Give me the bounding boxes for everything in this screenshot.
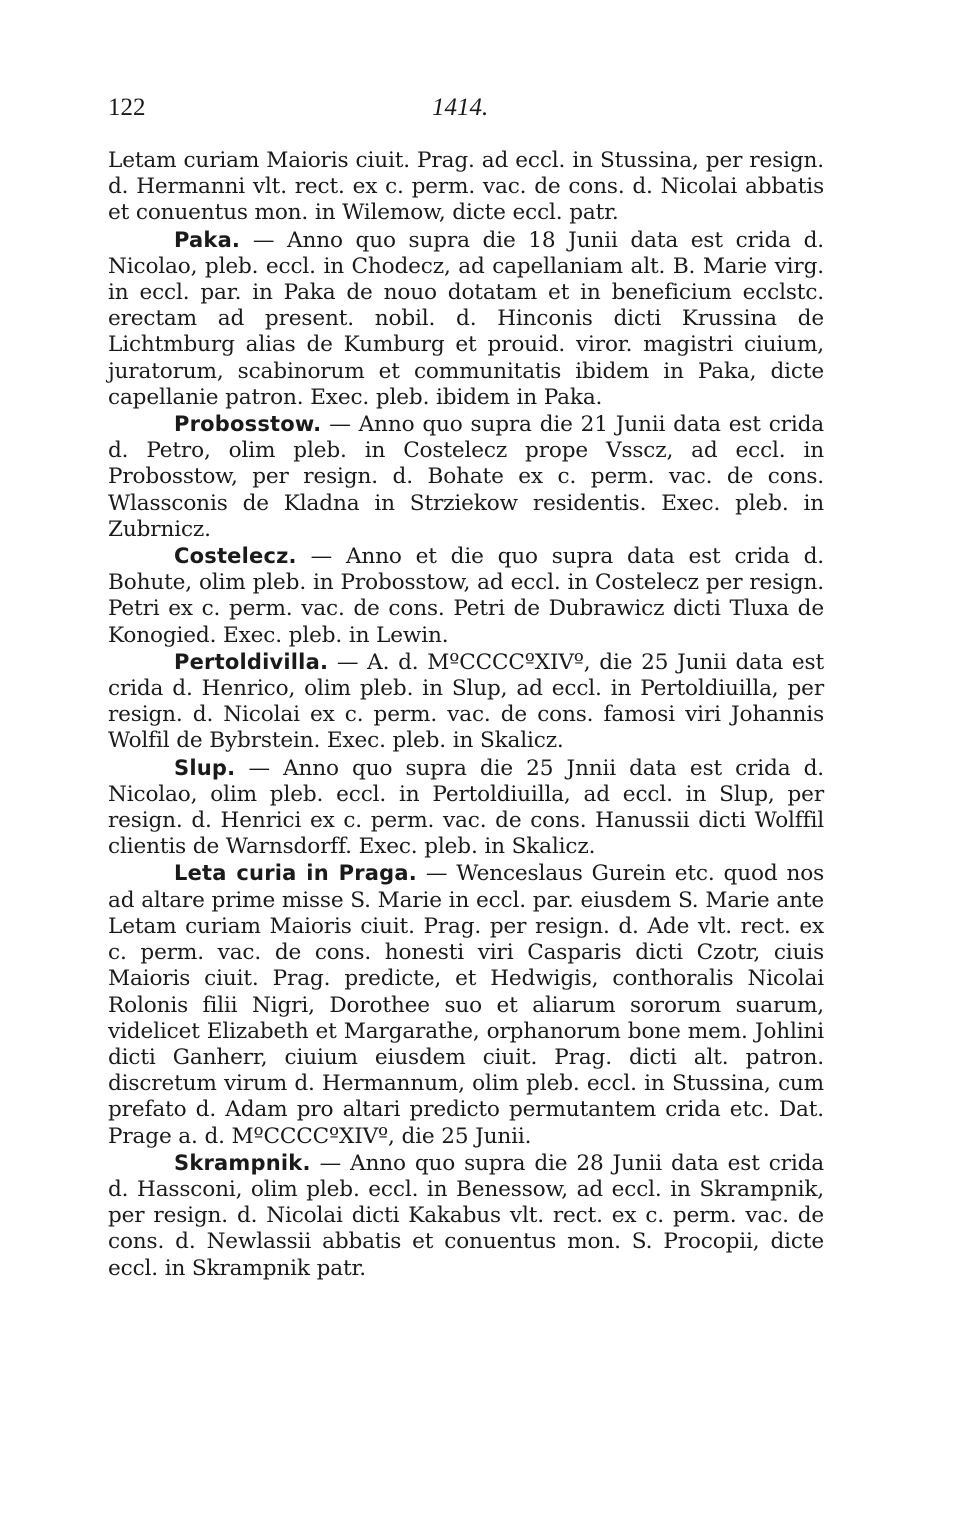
entry-text: — Anno quo supra die 25 Jnnii data est crida d. Nicolao, olim pleb. eccl. in Pertoldiuilla, ad eccl. in Slup, per resign. d. Henrici ex c. perm. vac. de cons. Hanussii dicti Wolffil clientis de Warnsdorff. Exec. pleb. in Skalicz. <box>108 755 824 860</box>
document-body <box>108 148 824 1282</box>
entry-heading: Skrampnik. <box>174 1150 311 1175</box>
running-head <box>108 94 824 128</box>
page-number: 122 <box>108 94 146 121</box>
entry-text: — Anno et die quo supra data est crida d. Bohute, olim pleb. in Probosstow, ad eccl. in Costelecz per resign. Petri ex c. perm. vac. de cons. Petri de Dubrawicz dicti Tluxa de Konogied. Exec. pleb. in Lewin. <box>108 544 824 648</box>
entry-heading: Costelecz. <box>174 544 297 569</box>
entry-pertoldivilla <box>108 649 824 755</box>
entry-heading: Probosstow. <box>174 412 322 437</box>
entry-heading: Leta curia in Praga. <box>174 861 417 886</box>
entry-text: — Anno quo supra die 28 Junii data est crida d. Hassconi, olim pleb. eccl. in Benessow, ad eccl. in Skrampnik, per resign. d. Nicolai dicti Kakabus vlt. rect. ex c. perm. vac. de cons. d. Newlassii abbatis et conuentus mon. S. Procopii, dicte eccl. in Skrampnik patr. <box>108 1150 824 1281</box>
entry-text: — A. d. MºCCCCºXIVº, die 25 Junii data est crida d. Henrico, olim pleb. in Slup, ad eccl. in Pertoldiuilla, per resign. d. Nicolai ex c. perm. vac. de cons. famosi viri Johannis Wolfil de Bybrstein. Exec. pleb. in Skalicz. <box>108 649 824 754</box>
entry-heading: Pertoldivilla. <box>174 649 329 674</box>
running-title-year: 1414. <box>432 94 489 121</box>
entry-heading: Slup. <box>174 755 236 780</box>
entry-text: Letam curiam Maioris ciuit. Prag. ad eccl. in Stussina, per resign. d. Hermanni vlt. rect. ex c. perm. vac. de cons. d. Nicolai abbatis et conuentus mon. in Wilemow, dicte eccl. patr. <box>108 148 824 226</box>
entry-text: — Wenceslaus Gurein etc. quod nos ad altare prime misse S. Marie in eccl. par. eiusdem S. Marie ante Letam curiam Maioris ciuit. Prag. per resign. d. Ade vlt. rect. ex c. perm. vac. de cons. honesti viri Casparis dicti Czotr, ciuis Maioris ciuit. Prag. predicte, et Hedwigis, conthoralis Nicolai Rolonis filii Nigri, Dorothee suo et aliarum sororum suarum, videlicet Elizabeth et Margarathe, orphanorum bone mem. Johlini dicti Ganherr, ciuium eiusdem ciuit. Prag. dicti alt. patron. discretum virum d. Hermannum, olim pleb. eccl. in Stussina, cum prefato d. Adam pro altari predicto permutantem crida etc. Dat. Prage a. d. MºCCCCºXIVº, die 25 Junii. <box>108 861 825 1149</box>
entry-continuation <box>108 148 824 227</box>
entry-skrampnik <box>108 1150 824 1282</box>
entry-probosstow <box>108 411 824 543</box>
entry-heading: Paka. <box>174 227 241 252</box>
entry-text: — Anno quo supra die 21 Junii data est crida d. Petro, olim pleb. in Costelecz prope Vsscz, ad eccl. in Probosstow, per resign. d. Bohate ex c. perm. vac. de cons. Wlassconis de Kladna in Strziekow residentis. Exec. pleb. in Zubrnicz. <box>108 412 825 542</box>
entry-costelecz <box>108 543 824 649</box>
entry-paka <box>108 227 824 411</box>
document-page <box>108 94 824 1282</box>
entry-slup <box>108 755 824 861</box>
entry-text: — Anno quo supra die 18 Junii data est crida d. Nicolao, pleb. eccl. in Chodecz, ad capellaniam alt. B. Marie virg. in eccl. par. in Paka de nouo dotatam et in beneficium ecclstc. erectam ad present. nobil. d. Hinconis dicti Krussina de Lichtmburg alias de Kumburg et prouid. viror. magistri ciuium, juratorum, scabinorum et communitatis ibidem in Paka, dicte capellanie patron. Exec. pleb. ibidem in Paka. <box>108 227 824 410</box>
entry-leta-curia <box>108 860 824 1149</box>
